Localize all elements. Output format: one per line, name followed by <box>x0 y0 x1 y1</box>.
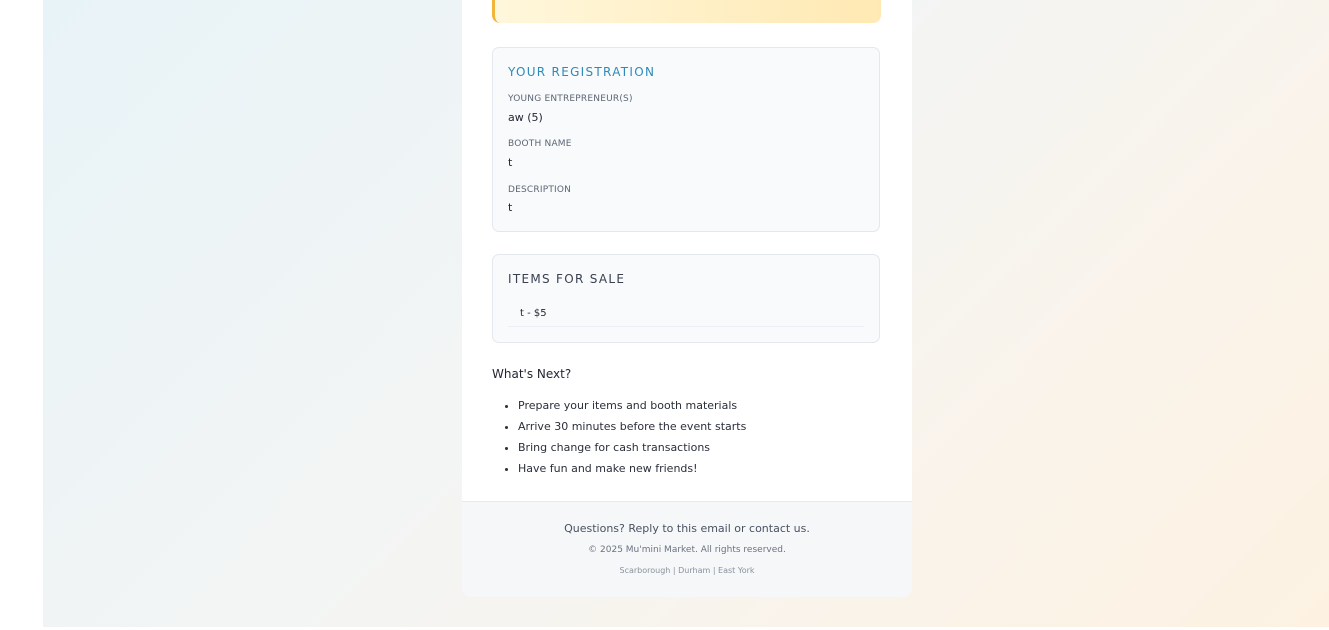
email-card <box>462 0 912 597</box>
description-value: t <box>508 201 513 214</box>
item-text: t - $5 <box>520 308 547 319</box>
footer-copyright: © 2025 Mu'mini Market. All rights reserved. <box>588 545 786 555</box>
footer-locations: Scarborough | Durham | East York <box>619 566 755 575</box>
registration-panel <box>492 47 880 232</box>
list-item <box>508 306 864 327</box>
whats-next-list <box>492 397 746 481</box>
booth-name-value: t <box>508 156 513 169</box>
list-item: • Bring change for cash transactions <box>518 439 746 460</box>
entrepreneurs-label: YOUNG ENTREPRENEUR(S) <box>508 94 633 104</box>
notice-banner <box>492 0 881 23</box>
email-footer <box>462 501 912 597</box>
footer-questions: Questions? Reply to this email or contact us. <box>564 522 810 535</box>
list-item: • Arrive 30 minutes before the event starts <box>518 418 746 439</box>
whats-next-title: What's Next? <box>492 367 572 381</box>
items-title: ITEMS FOR SALE <box>508 272 626 286</box>
entrepreneurs-value: aw (5) <box>508 111 543 124</box>
list-item: • Have fun and make new friends! <box>518 460 746 481</box>
description-label: DESCRIPTION <box>508 185 572 195</box>
booth-name-label: BOOTH NAME <box>508 139 572 149</box>
registration-title: YOUR REGISTRATION <box>508 65 656 79</box>
list-item: • Prepare your items and booth materials <box>518 397 746 418</box>
items-panel <box>492 254 880 343</box>
